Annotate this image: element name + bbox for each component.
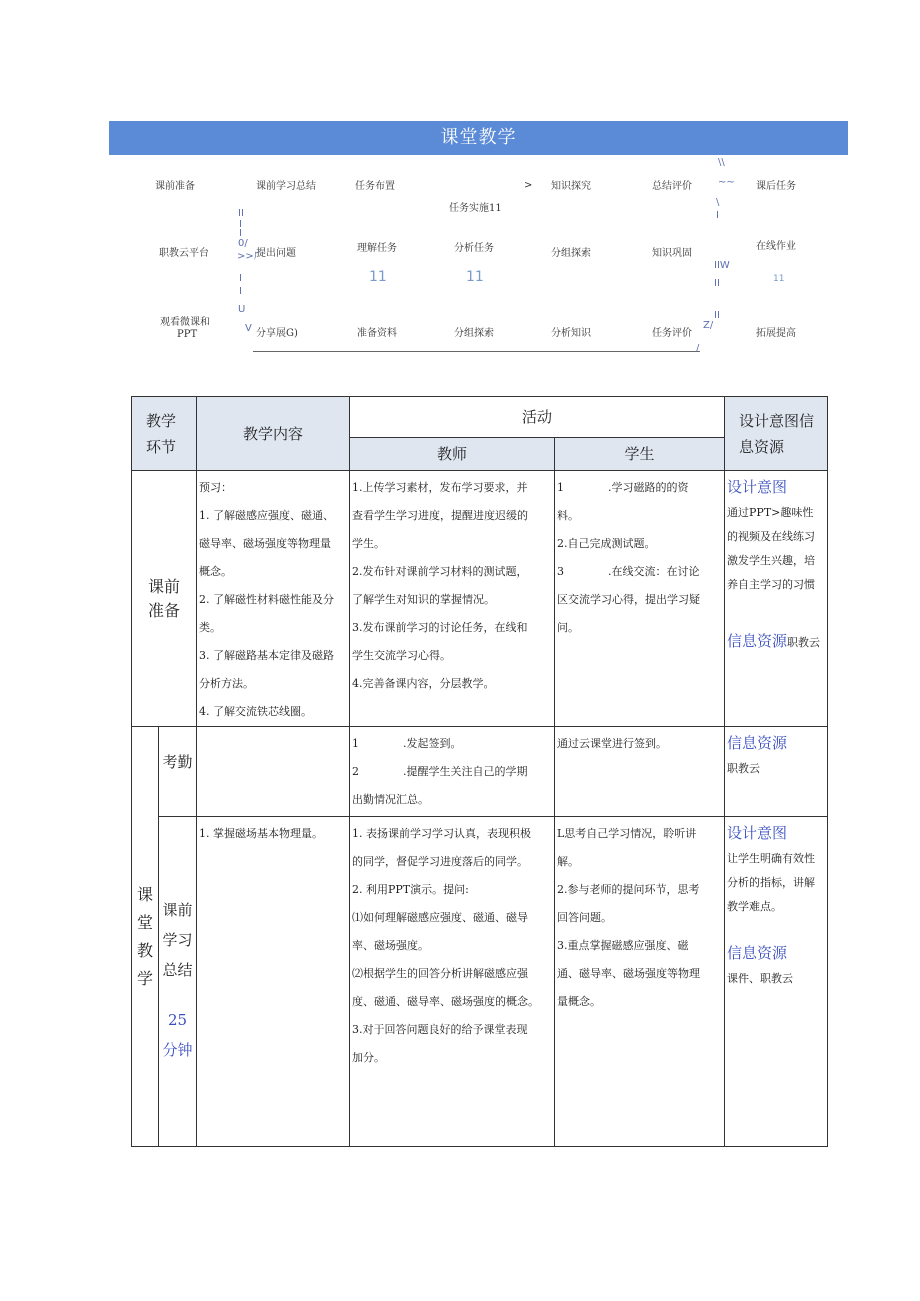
- table-row: [132, 471, 828, 727]
- connector-mark: II: [714, 278, 720, 289]
- prep-design: 设计意图 通过PPT>趣味性 的视频及在线练习 激发学生兴趣，培 养自主学习的习惯 信息资源职教云: [725, 471, 828, 727]
- header-stage: 教学环节: [132, 397, 197, 471]
- flow-node: 总结评价: [652, 181, 692, 192]
- table-row: [132, 727, 828, 817]
- connector-mark: II: [714, 310, 720, 321]
- connector-mark: U: [238, 304, 246, 315]
- flow-node: 分组探索: [454, 328, 494, 339]
- flow-node: 课前准备: [155, 181, 195, 192]
- section-banner: 课堂教学: [109, 121, 848, 155]
- flow-node: 拓展提高: [756, 328, 796, 339]
- flow-node: 理解任务: [357, 243, 397, 254]
- flow-node: 知识探究: [551, 181, 591, 192]
- flow-node: 分析知识: [551, 328, 591, 339]
- connector-mark: 0/: [238, 238, 248, 249]
- flow-node: 职教云平台: [159, 248, 209, 259]
- connector-mark: II: [238, 208, 244, 219]
- duration-unit: 分钟: [162, 1041, 193, 1059]
- attend-content: [197, 727, 350, 817]
- flow-number: 11: [466, 269, 484, 285]
- review-student: L思考自己学习情况，聆听讲 解。 2.参与老师的提问环节，思考 回答问题。 3.重点掌握磁感应强度、磁 通、磁导率、磁场强度等物理 量概念。: [555, 817, 725, 1147]
- flow-node: 任务实施11: [449, 203, 502, 214]
- flow-node: 提出问题: [256, 248, 296, 259]
- flow-divider: [253, 351, 700, 352]
- flow-node: 分享展G): [256, 328, 298, 339]
- connector-mark: I: [239, 228, 242, 239]
- flow-number: 11: [773, 274, 785, 284]
- flow-node: 分组探索: [551, 248, 591, 259]
- review-design: 设计意图 让学生明确有效性 分析的指标，讲解 教学难点。 信息资源 课件、职教云: [725, 817, 828, 1147]
- flow-number: 11: [369, 269, 387, 285]
- header-activity: 活动: [350, 397, 725, 438]
- lesson-plan-table: [131, 396, 828, 1147]
- connector-mark: ~~: [718, 177, 735, 188]
- header-design: 设计意图信息资源: [725, 397, 828, 471]
- connector-mark: IIW: [714, 260, 730, 271]
- connector-mark: I: [239, 219, 242, 230]
- header-student: 学生: [555, 438, 725, 471]
- connector-mark: >>广: [237, 251, 264, 262]
- flow-node: 知识巩固: [652, 248, 692, 259]
- substage-review: 课前学习总结 25 分钟: [159, 817, 197, 1147]
- review-teacher: 1. 表扬课前学习学习认真，表现积极 的同学，督促学习进度落后的同学。 2. 利用PPT演示。提问: ⑴如何理解磁感应强度、磁通、磁导 率、磁场强度。 ⑵根据学生的回答分析讲解磁感应强 度、磁通、磁导率、磁场强度的概念。 3.对于回答问题良好的给予课堂表现 加分。: [350, 817, 555, 1147]
- substage-attend: 考勤: [159, 727, 197, 817]
- duration-minutes: 25: [167, 1011, 188, 1029]
- connector-mark: Z/: [703, 320, 714, 331]
- stage-class: 课堂教学: [132, 727, 159, 1147]
- flow-node: 课后任务: [756, 181, 796, 192]
- arrow-icon: >: [524, 180, 533, 191]
- review-content: 1. 掌握磁场基本物理量。: [197, 817, 350, 1147]
- flow-node: 在线作业: [756, 241, 796, 252]
- table-row: [132, 817, 828, 1147]
- header-content: 教学内容: [197, 397, 350, 471]
- connector-mark: I: [716, 210, 719, 221]
- attend-student: 通过云课堂进行签到。: [555, 727, 725, 817]
- attend-teacher: 1 .发起签到。 2 .提醒学生关注自己的学期 出勤情况汇总。: [350, 727, 555, 817]
- prep-teacher: 1.上传学习素材，发布学习要求，并 查看学生学习进度，提醒进度迟缓的 学生。 2.发布针对课前学习材料的测试题， 了解学生对知识的掌握情况。 3.发布课前学习的讨论任务，在线和 学生交流学习心得。 4.完善备课内容，分层教学。: [350, 471, 555, 727]
- connector-mark: /: [696, 343, 700, 354]
- header-teacher: 教师: [350, 438, 555, 471]
- stage-prep: 课前准备: [132, 471, 197, 727]
- connector-mark: I: [239, 286, 242, 297]
- flow-node: 准备资料: [357, 328, 397, 339]
- attend-resource: 信息资源 职教云: [725, 727, 828, 817]
- flow-node: 任务评价: [652, 328, 692, 339]
- flow-node: PPT: [177, 329, 198, 340]
- prep-student: 1 .学习磁路的的资 料。 2.自己完成测试题。 3 .在线交流：在讨论 区交流学习心得，提出学习疑 问。: [555, 471, 725, 727]
- connector-mark: \: [716, 197, 720, 208]
- flow-node: 观看微课和: [160, 317, 210, 328]
- flow-node: 课前学习总结: [256, 181, 316, 192]
- connector-mark: V: [245, 323, 252, 334]
- prep-content: 预习： 1. 了解磁感应强度、磁通、 磁导率、磁场强度等物理量 概念。 2. 了解磁性材料磁性能及分 类。 3. 了解磁路基本定律及磁路 分析方法。 4. 了解交流铁芯线圈。: [197, 471, 350, 727]
- flow-node: 任务布置: [355, 181, 395, 192]
- flow-node: 分析任务: [454, 243, 494, 254]
- connector-mark: \\: [718, 157, 725, 168]
- connector-mark: I: [239, 273, 242, 284]
